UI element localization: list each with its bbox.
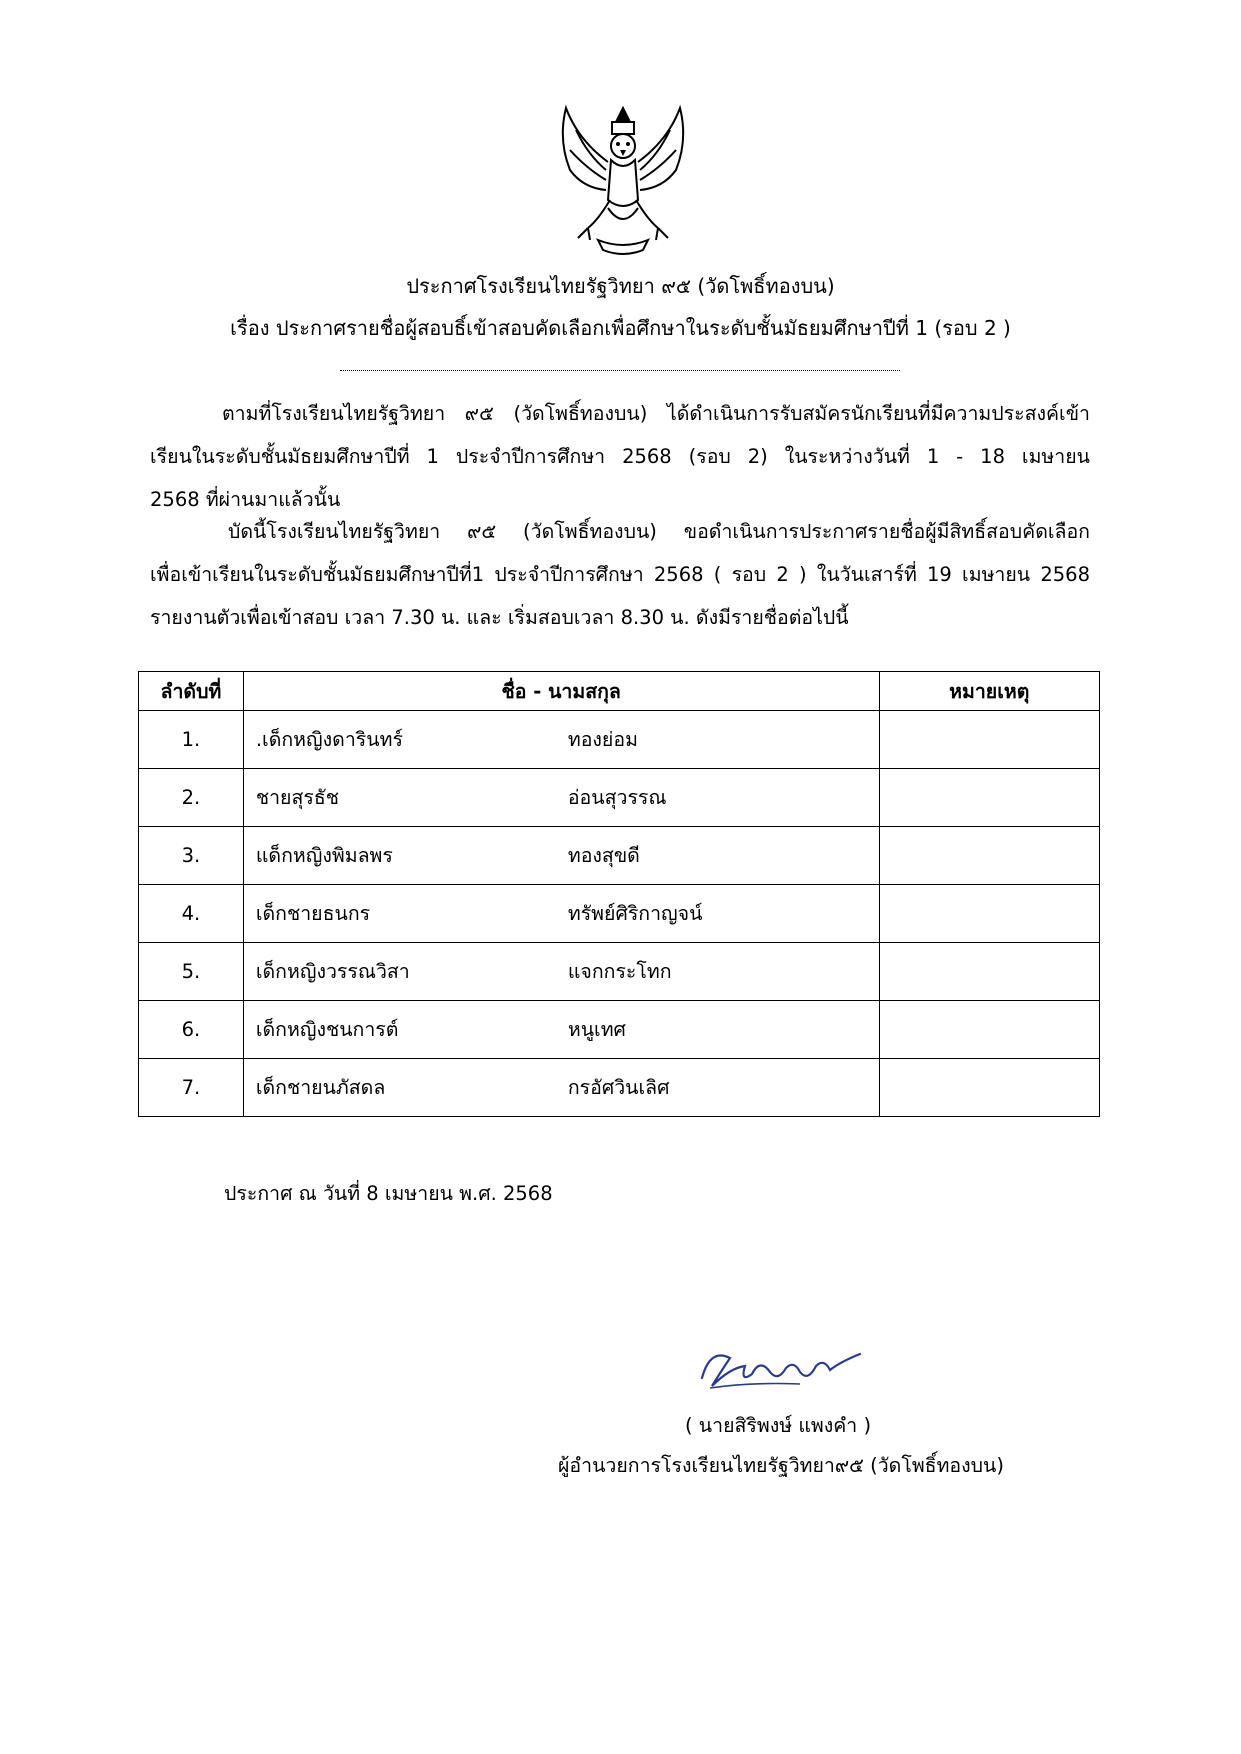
row-name xyxy=(243,1001,879,1059)
row-remark xyxy=(879,827,1100,885)
first-name: เด็กชายธนกร xyxy=(255,902,371,925)
last-name: ทองย่อม xyxy=(567,728,638,751)
first-name: เด็กหญิงวรรณวิสา xyxy=(255,960,410,983)
paragraph-2-line-3: รายงานตัวเพื่อเข้าสอบ เวลา 7.30 น. และ เริ่มสอบเวลา 8.30 น. ดังมีรายชื่อต่อไปนี้ xyxy=(150,606,849,629)
row-name xyxy=(243,769,879,827)
row-number: 7. xyxy=(139,1059,244,1117)
last-name: ทองสุขดี xyxy=(567,844,640,867)
table-row xyxy=(139,1001,1100,1059)
announcement-date: ประกาศ ณ วันที่ 8 เมษายน พ.ศ. 2568 xyxy=(224,1182,553,1205)
first-name: แด็กหญิงพิมลพร xyxy=(255,844,393,867)
table-row xyxy=(139,827,1100,885)
header-remark: หมายเหตุ xyxy=(879,672,1100,711)
garuda-emblem xyxy=(548,100,698,260)
row-number: 4. xyxy=(139,885,244,943)
last-name: แจกกระโทก xyxy=(567,960,672,983)
last-name: กรอัศวินเลิศ xyxy=(567,1076,670,1099)
row-number: 2. xyxy=(139,769,244,827)
row-remark xyxy=(879,711,1100,769)
paragraph-2-line-1: บัดนี้โรงเรียนไทยรัฐวิทยา ๙๕ (วัดโพธิ์ทองบน) ขอดำเนินการประกาศรายชื่อผู้มีสิทธิ์สอบคัดเลือก xyxy=(228,520,1090,543)
table-row xyxy=(139,769,1100,827)
table-row xyxy=(139,711,1100,769)
header-number: ลำดับที่ xyxy=(139,672,244,711)
paragraph-2 xyxy=(150,510,1090,639)
row-remark xyxy=(879,1001,1100,1059)
last-name: อ่อนสุวรรณ xyxy=(567,786,667,809)
document-title: ประกาศโรงเรียนไทยรัฐวิทยา ๙๕ (วัดโพธิ์ทองบน) xyxy=(406,274,835,298)
last-name: หนูเทศ xyxy=(567,1018,626,1041)
row-name xyxy=(243,827,879,885)
first-name: เด็กชายนภัสดล xyxy=(255,1076,386,1099)
table-row xyxy=(139,885,1100,943)
signer-position: ผู้อำนวยการโรงเรียนไทยรัฐวิทยา๙๕ (วัดโพธิ์ทองบน) xyxy=(558,1454,1004,1477)
row-number: 1. xyxy=(139,711,244,769)
row-name xyxy=(243,1059,879,1117)
row-number: 3. xyxy=(139,827,244,885)
paragraph-1-line-1: ตามที่โรงเรียนไทยรัฐวิทยา ๙๕ (วัดโพธิ์ทองบน) ได้ดำเนินการรับสมัครนักเรียนที่มีความประสงค์เข้า xyxy=(222,402,1090,425)
table-row xyxy=(139,1059,1100,1117)
row-name xyxy=(243,711,879,769)
candidate-table xyxy=(138,671,1100,1117)
first-name: ชายสุรธัช xyxy=(255,786,339,809)
first-name: .เด็กหญิงดารินทร์ xyxy=(255,728,403,751)
row-remark xyxy=(879,769,1100,827)
row-number: 5. xyxy=(139,943,244,1001)
paragraph-2-line-2: เพื่อเข้าเรียนในระดับชั้นมัธยมศึกษาปีที่1 ประจำปีการศึกษา 2568 ( รอบ 2 ) ในวันเสาร์ที่ 19 เมษายน 2568 xyxy=(150,563,1090,586)
row-number: 6. xyxy=(139,1001,244,1059)
first-name: เด็กหญิงชนการต์ xyxy=(255,1018,399,1041)
table-header-row xyxy=(139,672,1100,711)
row-name xyxy=(243,885,879,943)
paragraph-1-line-2: เรียนในระดับชั้นมัธยมศึกษาปีที่ 1 ประจำปีการศึกษา 2568 (รอบ 2) ในระหว่างวันที่ 1 - 18 เมษายน xyxy=(150,445,1090,468)
paragraph-1-line-3: 2568 ที่ผ่านมาแล้วนั้น xyxy=(150,488,341,511)
last-name: ทรัพย์ศิริกาญจน์ xyxy=(567,902,703,925)
row-remark xyxy=(879,885,1100,943)
row-remark xyxy=(879,943,1100,1001)
signer-name: ( นายสิริพงษ์ แพงคำ ) xyxy=(685,1414,872,1437)
dotted-separator xyxy=(340,350,900,371)
row-name xyxy=(243,943,879,1001)
table-row xyxy=(139,943,1100,1001)
row-remark xyxy=(879,1059,1100,1117)
signature xyxy=(690,1338,870,1400)
paragraph-1 xyxy=(150,392,1090,521)
document-subject: เรื่อง ประกาศรายชื่อผู้สอบธิ์เข้าสอบคัดเลือกเพื่อศึกษาในระดับชั้นมัธยมศึกษาปีที่ 1 (รอบ 2 ) xyxy=(230,316,1011,340)
header-name: ชื่อ - นามสกุล xyxy=(243,672,879,711)
